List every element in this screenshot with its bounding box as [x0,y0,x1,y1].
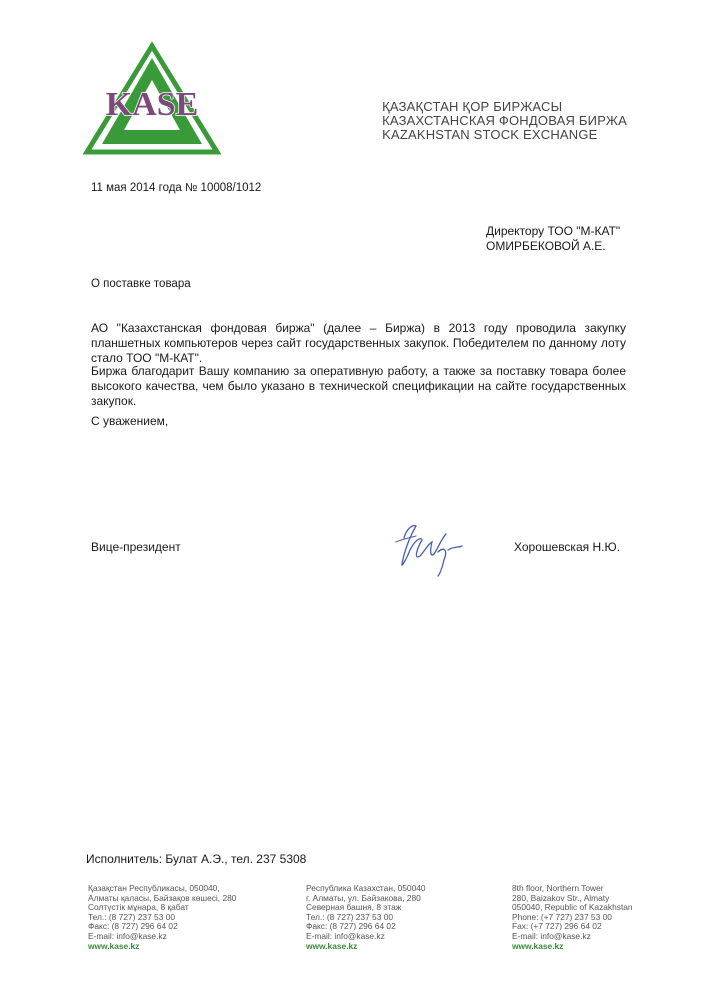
footer-website: www.kase.kz [306,940,358,951]
handwritten-signature [386,516,476,578]
footer-line: 050040, Republic of Kazakhstan [512,902,633,913]
executor-line: Исполнитель: Булат А.Э., тел. 237 5308 [86,852,307,866]
footer-line: Fax: (+7 727) 296 64 02 [512,921,602,932]
footer-line: Қазақстан Республикасы, 050040, [88,883,220,893]
recipient-block [486,224,620,254]
organization-name [382,100,627,142]
kase-logo-graphic [82,40,222,160]
recipient-title: Директору ТОО "М-КАТ" [486,224,621,238]
org-name-ru: КАЗАХСТАНСКАЯ ФОНДОВАЯ БИРЖА [382,113,627,128]
footer-line: Солтүстік мұнара, 8 қабат [88,902,189,913]
letter-date-number: 11 мая 2014 года № 10008/1012 [91,182,262,194]
footer-line: 8th floor, Northern Tower [512,883,604,893]
letter-subject: О поставке товара [91,278,191,290]
footer-line: Тел.: (8 727) 237 53 00 [306,911,394,922]
logo-text: KASE [105,86,199,123]
footer-line: Phone: (+7 727) 237 53 00 [512,911,612,922]
footer-line: Северная башня, 8 этаж [306,902,402,913]
org-name-en: KAZAKHSTAN STOCK EXCHANGE [382,127,598,142]
footer-website: www.kase.kz [512,940,564,951]
org-name-kz: ҚАЗАҚСТАН ҚОР БИРЖАСЫ [382,99,563,114]
footer-line: E-mail: info@kase.kz [512,930,591,941]
signature-icon [386,516,476,578]
footer-line: Факс: (8 727) 296 64 02 [88,921,178,932]
signer-name: Хорошевская Н.Ю. [514,540,620,554]
signer-position: Вице-президент [91,540,181,554]
recipient-name: ОМИРБЕКОВОЙ А.Е. [486,239,606,253]
footer-line: г. Алматы, ул. Байзакова, 280 [306,892,421,903]
footer-website: www.kase.kz [88,940,140,951]
footer-line: Республика Казахстан, 050040 [306,883,426,893]
footer-address-kz [88,884,236,951]
footer-address-en [512,884,633,951]
footer-line: 280, Baizakov Str., Almaty [512,892,610,903]
footer-address-ru [306,884,426,951]
paragraph-1: АО "Казахстанская фондовая биржа" (далее – Биржа) в 2013 году проводила закупку планшетных компьютеров через сайт государственных закупок. Победителем по данному лоту стало ТОО "М-КАТ". [91,321,626,365]
footer-line: E-mail: info@kase.kz [88,930,167,941]
paragraph-2: Биржа благодарит Вашу компанию за оперативную работу, а также за поставку товара более высокого качества, чем было указано в технической спецификации на сайте государственных закупок. [91,364,626,408]
closing-phrase: С уважением, [91,414,169,428]
kase-logo [82,40,222,160]
footer-line: Алматы қаласы, Байзақов көшесі, 280 [88,892,237,903]
footer-line: E-mail: info@kase.kz [306,930,385,941]
footer-line: Факс: (8 727) 296 64 02 [306,921,396,932]
footer-line: Тел.: (8 727) 237 53 00 [88,911,176,922]
